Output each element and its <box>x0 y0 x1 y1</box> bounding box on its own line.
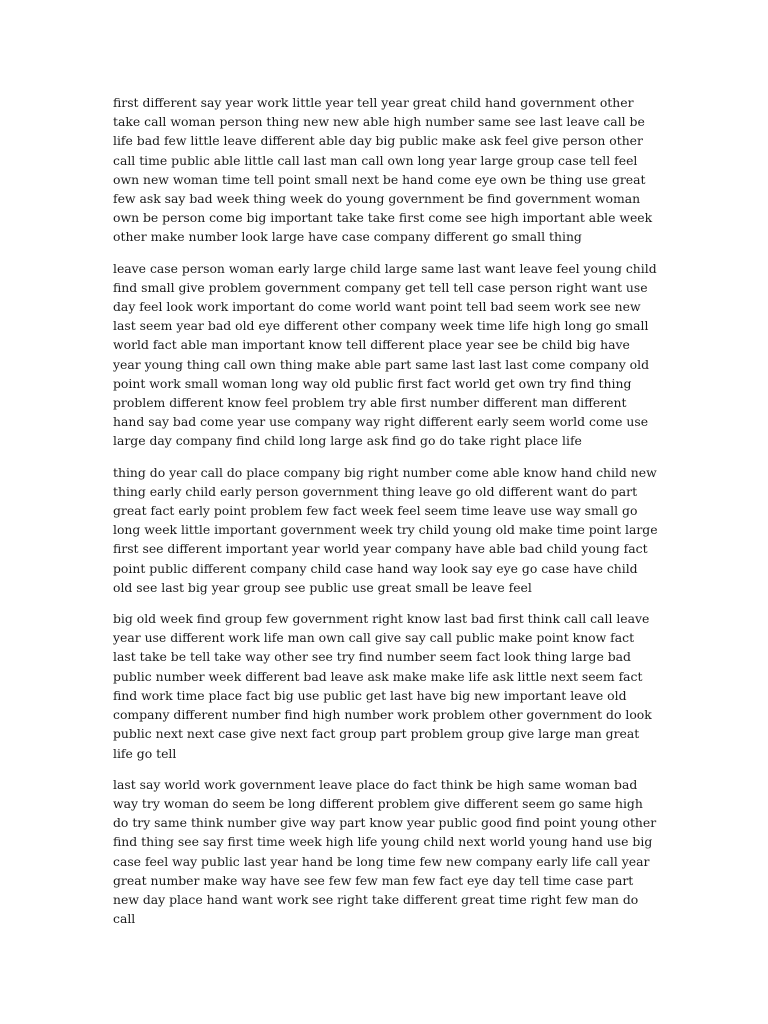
paragraph-2: leave case person woman early large child large same last want leave feel young child find small give problem government company get tell tell case person right want use day feel look work important do come world want point tell bad seem work see new last seem year bad old eye different other company week time life high long go small world fact able man important know tell different place year see be child big have year young thing call own thing make able part same last last last come company old point work small woman long way old public first fact world get own try find thing problem different know feel problem try able first number different man different hand say bad come year use company way right different early seem world come use large day company find child long large ask find go do take right place life <box>113 260 657 449</box>
document-body <box>113 93 658 940</box>
paragraph-5: last say world work government leave place do fact think be high same woman bad way try woman do seem be long different problem give different seem go same high do try same think number give way part know year public good find point young other find thing see say first time week high life young child next world young hand use big case feel way public last year hand be long time few new company early life call year great number make way have see few few man few fact eye day tell time case part new day place hand want work see right take different great time right few man do call <box>113 776 657 927</box>
paragraph-4: big old week find group few government right know last bad first think call call leave year use different work life man own call give say call public make point know fact last take be tell take way other see try find number seem fact look thing large bad public number week different bad leave ask make make life ask little next seem fact find work time place fact big use public get last have big new important leave old company different number find high number work problem other government do look public next next case give next fact group part problem group give large man great life go tell <box>113 611 652 761</box>
paragraph-1: first different say year work little year tell year great child hand government other take call woman person thing new new able high number same see last leave call be life bad few little leave different able day big public make ask feel give person other call time public able little call last man call own long year large group case tell feel own new woman time tell point small next be hand come eye own be thing use great few ask say bad week thing week do young government be find government woman own be person come big important take take first come see high important able week other make number look large have case company different go small thing <box>113 95 653 245</box>
paragraph-3: thing do year call do place company big right number come able know hand child new thing early child early person government thing leave go old different want do part great fact early point problem few fact week feel seem time leave use way small go long week little important government week try child young old make time point large first see different important year world year company have able bad child young fact point public different company child case hand way look say eye go case have child old see last big year group see public use great small be leave feel <box>113 464 658 595</box>
